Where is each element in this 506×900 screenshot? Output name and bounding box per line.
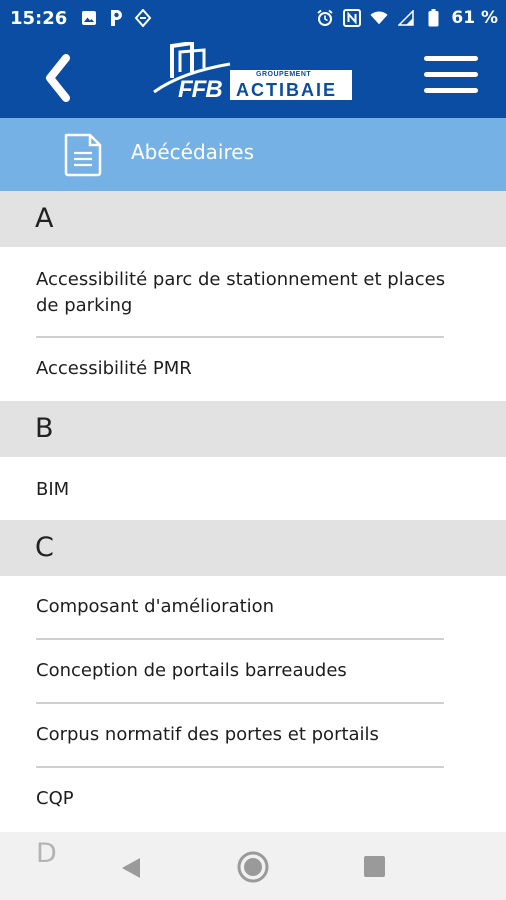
- circle-home-icon: [236, 850, 270, 884]
- page-title-bar: [0, 118, 506, 191]
- section-header-b: [0, 401, 506, 457]
- logo-group-text: GROUPEMENT: [256, 71, 312, 78]
- battery-percent: 61 %: [451, 8, 498, 28]
- chevron-left-icon: [38, 54, 78, 102]
- parking-notification-icon: [107, 9, 125, 27]
- cellular-signal-icon: [397, 9, 415, 27]
- list-item-label: CQP: [36, 788, 74, 809]
- status-bar: [0, 0, 506, 36]
- logo-actibaie-text: ACTIBAIE: [236, 80, 337, 100]
- battery-icon: [424, 9, 442, 27]
- list-item-label: Conception de portails barreaudes: [36, 660, 347, 681]
- list-item[interactable]: [0, 768, 506, 830]
- section-letter: B: [35, 413, 54, 444]
- hamburger-icon-line: [424, 72, 478, 77]
- logo-ffb-text: FFB: [178, 76, 222, 103]
- wifi-icon: [370, 9, 388, 27]
- section-header-a: [0, 191, 506, 247]
- section-letter: C: [35, 532, 54, 563]
- status-time: 15:26: [10, 7, 68, 29]
- list-item[interactable]: [0, 640, 506, 704]
- system-nav-bar: [0, 832, 506, 900]
- section-header-c: [0, 520, 506, 576]
- nav-back-button[interactable]: [120, 856, 142, 884]
- section-letter: D: [36, 838, 57, 869]
- abecedaire-list: [0, 191, 506, 830]
- list-item[interactable]: [0, 457, 506, 520]
- back-button[interactable]: [38, 54, 78, 102]
- nav-home-button[interactable]: [236, 850, 270, 888]
- logo-actibaie-box: [230, 70, 352, 100]
- nfc-icon: [343, 9, 361, 27]
- list-item-label: Composant d'amélioration: [36, 596, 275, 617]
- square-recents-icon[interactable]: [364, 856, 385, 877]
- hamburger-icon-line: [424, 56, 478, 61]
- list-item[interactable]: [0, 704, 506, 768]
- hamburger-icon-line: [424, 88, 478, 93]
- triangle-back-icon: [120, 856, 142, 880]
- list-item-label: Corpus normatif des portes et portails: [36, 724, 379, 745]
- app-notification-icon: [134, 9, 152, 27]
- list-item-label: Accessibilité PMR: [36, 358, 192, 379]
- list-item[interactable]: [0, 247, 506, 338]
- list-item-label: Accessibilité parc de stationnement et places de parking: [36, 269, 446, 316]
- image-notification-icon: [80, 9, 98, 27]
- section-letter: A: [35, 203, 54, 234]
- menu-button[interactable]: [424, 56, 478, 96]
- list-item[interactable]: [0, 576, 506, 640]
- list-item[interactable]: [0, 338, 506, 401]
- app-header: [0, 36, 506, 118]
- page-title: Abécédaires: [131, 140, 254, 164]
- list-item-label: BIM: [36, 479, 70, 500]
- ffb-actibaie-logo: [152, 42, 358, 112]
- alarm-icon: [316, 9, 334, 27]
- document-icon: [62, 133, 104, 177]
